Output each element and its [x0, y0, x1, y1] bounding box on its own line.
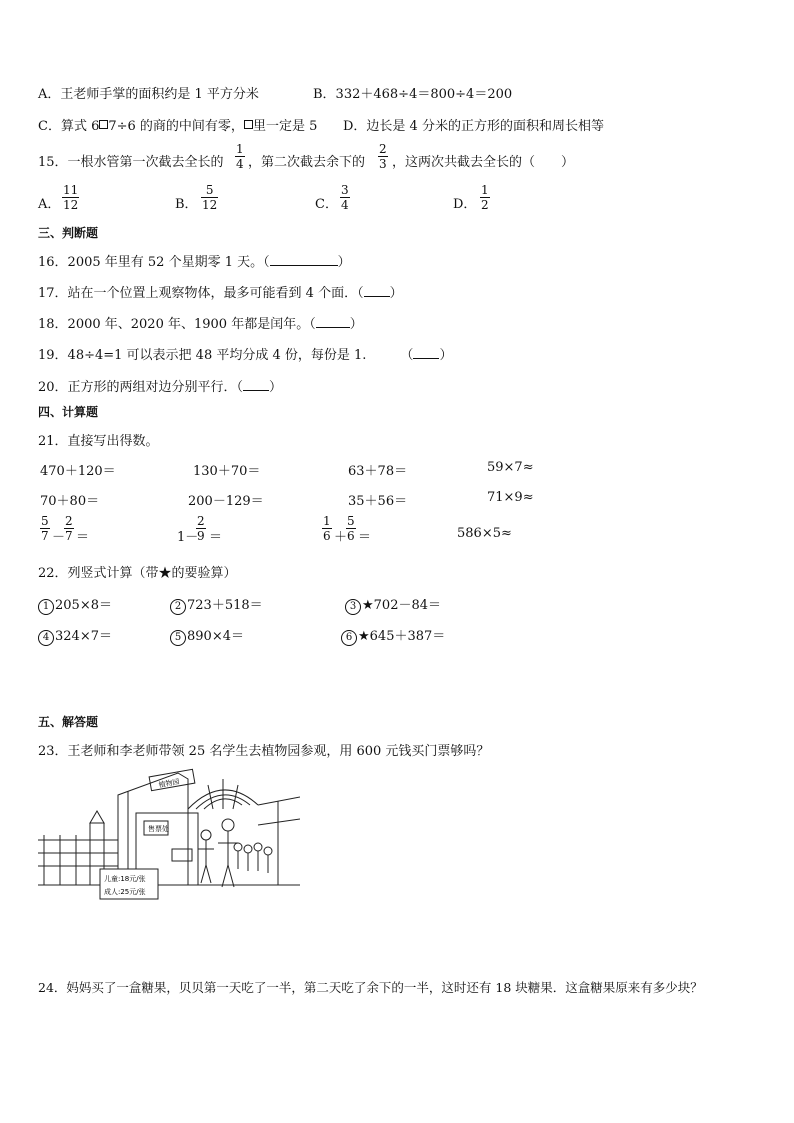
- q16: [38, 251, 351, 270]
- q15-option-d-label: D．: [453, 197, 477, 212]
- close-paren: ）: [439, 348, 453, 363]
- q21-r2-c2: 200－129＝: [188, 494, 264, 509]
- numerator: 2: [379, 142, 387, 156]
- answer-blank: [270, 264, 338, 266]
- q21-r3-e3-op: ＋: [334, 530, 348, 545]
- close-paren: ）: [349, 317, 363, 332]
- booth-text: 售票处: [148, 825, 169, 833]
- blank-box-icon: [244, 120, 253, 129]
- q15-option-b-fraction: [201, 183, 218, 212]
- q22-item-5: [170, 625, 244, 646]
- q21-r3-e1-eq: ＝: [76, 530, 90, 545]
- q15-stem-mid: ，第二次截去余下的: [248, 155, 366, 170]
- circled-number: 4: [38, 630, 54, 646]
- q15-fraction-2: [378, 142, 388, 171]
- q22-title: 22．列竖式计算（带★的要验算）: [38, 566, 237, 581]
- q21-r3-e1-frac2: [64, 514, 74, 543]
- denominator: 12: [63, 198, 79, 212]
- q22-item-2: [170, 594, 263, 615]
- denominator: 3: [379, 157, 387, 171]
- numerator: 3: [341, 183, 349, 197]
- q21-r2-c1: 70＋80＝: [40, 494, 100, 509]
- numerator: 2: [65, 514, 73, 528]
- price-adult-text: 成人:25元/张: [104, 888, 146, 896]
- q15-option-d-fraction: [480, 183, 490, 212]
- numerator: 1: [323, 514, 331, 528]
- denominator: 2: [481, 198, 489, 212]
- section-heading-calc: 四、计算题: [38, 405, 99, 419]
- q22-item-1: [38, 594, 112, 615]
- denominator: 4: [341, 198, 349, 212]
- q21-r2-c3: 35＋56＝: [348, 494, 408, 509]
- circled-number: 6: [341, 630, 357, 646]
- price-child-text: 儿童:18元/张: [104, 875, 146, 883]
- q16-text: 16．2005 年里有 52 个星期零 1 天。（: [38, 255, 270, 270]
- answer-blank: [316, 326, 350, 328]
- q23-text: 23．王老师和李老师带领 25 名学生去植物园参观，用 600 元钱买门票够吗？: [38, 744, 490, 759]
- q22-item-text: 324×7＝: [55, 629, 112, 644]
- numerator: 1: [236, 142, 244, 156]
- q20: [38, 376, 282, 395]
- q15-option-c-label: C．: [315, 197, 338, 212]
- denominator: 6: [347, 529, 355, 543]
- section-heading-judge: 三、判断题: [38, 226, 99, 240]
- q15-stem-post: ，这两次共截去全长的（ ）: [392, 155, 575, 170]
- close-paren: ）: [337, 255, 351, 270]
- circled-number: 1: [38, 599, 54, 615]
- sign-text: 植物园: [158, 777, 181, 790]
- q18-text: 18．2000 年、2020 年、1900 年都是闰年。（: [38, 317, 316, 332]
- q21-r3-e1-frac1: [40, 514, 50, 543]
- q14-option-a: A．王老师手掌的面积约是 1 平方分米: [38, 87, 259, 102]
- q22-item-6: [341, 625, 445, 646]
- q22-item-text: ★702－84＝: [362, 598, 442, 613]
- denominator: 7: [65, 529, 73, 543]
- open-paren: （: [400, 348, 414, 363]
- q14-option-d: D．边长是 4 分米的正方形的面积和周长相等: [343, 119, 604, 134]
- denominator: 7: [41, 529, 49, 543]
- q21-title: 21．直接写出得数。: [38, 434, 159, 449]
- q15-stem-pre: 15．一根水管第一次截去全长的: [38, 155, 224, 170]
- q21-r1-c2: 130＋70＝: [193, 464, 261, 479]
- q21-r3-e2-eq: ＝: [209, 530, 223, 545]
- q21-r3-e3-eq: ＝: [358, 530, 372, 545]
- q19-text: 19．48÷4=1 可以表示把 48 平均分成 4 份，每份是 1.: [38, 348, 367, 363]
- q21-r2-c4: 71×9≈: [487, 490, 534, 505]
- q24-text: 24．妈妈买了一盒糖果，贝贝第一天吃了一半，第二天吃了余下的一半，这时还有 18 块糖果．这盒糖果原来有多少块？: [38, 980, 703, 995]
- q21-r3-e4: 586×5≈: [457, 526, 512, 541]
- close-paren: ）: [269, 380, 283, 395]
- section-heading-solve: 五、解答题: [38, 715, 99, 729]
- q22-item-text: 205×8＝: [55, 598, 112, 613]
- answer-blank: [413, 357, 439, 359]
- q15-fraction-1: [235, 142, 245, 171]
- q21-r1-c1: 470＋120＝: [40, 464, 116, 479]
- botanical-garden-illustration: [38, 765, 300, 905]
- q14-option-c-post: 7÷6 的商的中间有零，: [108, 119, 244, 134]
- q15-option-c-fraction: [340, 183, 350, 212]
- q17: [38, 282, 403, 301]
- q17-text: 17．站在一个位置上观察物体，最多可能看到 4 个面．（: [38, 286, 364, 301]
- denominator: 9: [197, 529, 205, 543]
- q21-r3-e1-op: －: [52, 530, 66, 545]
- q21-r3-e2-pre: 1－: [177, 530, 199, 545]
- denominator: 4: [236, 157, 244, 171]
- circled-number: 5: [170, 630, 186, 646]
- q21-r3-e3-frac1: [322, 514, 332, 543]
- blank-box-icon: [99, 120, 108, 129]
- q22-item-4: [38, 625, 112, 646]
- q22-item-text: 723＋518＝: [187, 598, 263, 613]
- q19: [38, 344, 452, 363]
- close-paren: ）: [389, 286, 403, 301]
- circled-number: 3: [345, 599, 361, 615]
- numerator: 5: [201, 183, 218, 198]
- circled-number: 2: [170, 599, 186, 615]
- q21-r1-c4: 59×7≈: [487, 460, 534, 475]
- q22-item-text: ★645＋387＝: [358, 629, 446, 644]
- q14-option-c: [38, 115, 317, 134]
- q20-text: 20．正方形的两组对边分别平行．（: [38, 380, 244, 395]
- q18: [38, 313, 363, 332]
- numerator: 11: [63, 183, 79, 197]
- numerator: 5: [41, 514, 49, 528]
- q15-option-a-label: A．: [38, 197, 61, 212]
- numerator: 2: [197, 514, 205, 528]
- denominator: 6: [323, 529, 331, 543]
- q21-r1-c3: 63＋78＝: [348, 464, 408, 479]
- answer-blank: [243, 389, 269, 391]
- q21-r3-e2-frac: [196, 514, 206, 543]
- q14-option-c-pre: C．算式 6: [38, 119, 100, 134]
- q22-item-3: [345, 594, 441, 615]
- denominator: 12: [202, 198, 218, 212]
- q14-option-c-tail: 里一定是 5: [252, 119, 318, 134]
- q14-option-b: B．332＋468÷4＝800÷4＝200: [313, 87, 513, 102]
- numerator: 1: [481, 183, 489, 197]
- q15-option-a-fraction: [62, 183, 79, 212]
- numerator: 5: [347, 514, 355, 528]
- q21-r3-e3-frac2: [346, 514, 356, 543]
- q22-item-text: 890×4＝: [187, 629, 244, 644]
- q15-option-b-label: B．: [175, 197, 198, 212]
- answer-blank: [364, 295, 390, 297]
